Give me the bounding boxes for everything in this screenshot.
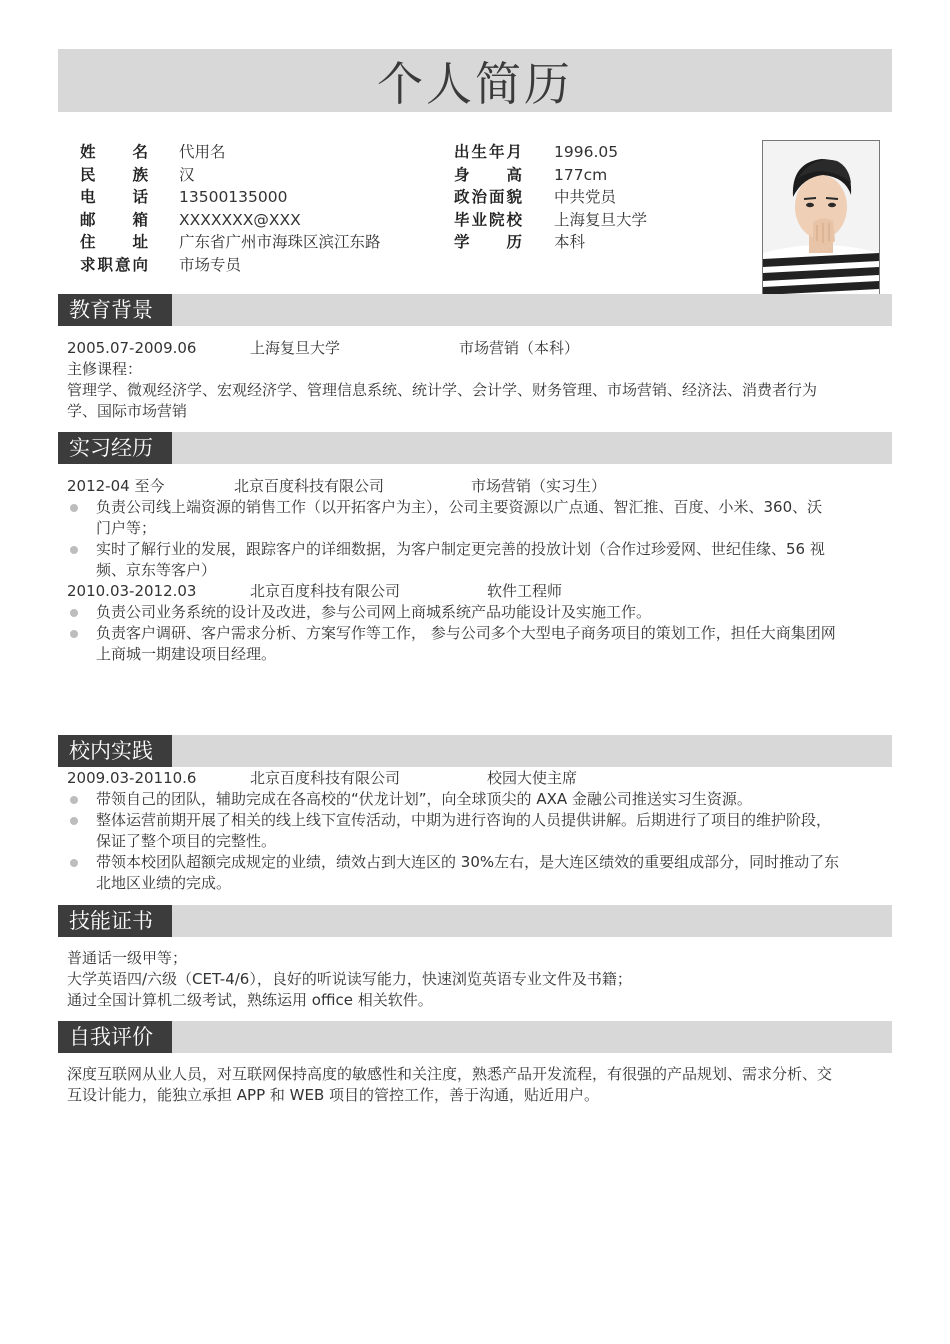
portrait-image <box>763 141 879 301</box>
campus-row <box>67 768 885 789</box>
info-value: 中共党员 <box>554 188 617 206</box>
info-label: 毕业院校 <box>454 210 522 229</box>
info-label: 姓名 <box>80 143 148 161</box>
bullet-item <box>67 810 885 852</box>
info-row-height <box>454 164 647 187</box>
courses-label: 主修课程： <box>67 360 143 378</box>
bullet-text: 上商城一期建设项目经理。 <box>96 645 277 663</box>
info-row-address <box>80 231 381 254</box>
education-major: 市场营销（本科） <box>459 339 580 357</box>
job-row <box>67 581 885 602</box>
skill-item: 通过全国计算机二级考试，熟练运用 office 相关软件。 <box>67 991 433 1009</box>
skill-item: 大学英语四/六级（CET-4/6），良好的听说读写能力，快速浏览英语专业文件及书籍； <box>67 970 632 988</box>
info-value: 13500135000 <box>179 188 288 206</box>
info-row-degree <box>454 231 647 254</box>
campus-block <box>67 768 885 894</box>
bullet-item <box>67 539 885 581</box>
internship-block <box>67 476 885 665</box>
skill-item: 普通话一级甲等； <box>67 949 188 967</box>
job-role: 软件工程师 <box>487 582 563 600</box>
basic-info-right <box>454 141 647 254</box>
bullet-text: 实时了解行业的发展，跟踪客户的详细数据，为客户制定更完善的投放计划（合作过珍爱网、世纪佳缘、56 视 <box>96 540 825 558</box>
section-title: 教育背景 <box>58 294 172 326</box>
info-value: 市场专员 <box>179 255 242 274</box>
bullet-item <box>67 497 885 539</box>
info-row-name <box>80 141 381 164</box>
info-value: 广东省广州市海珠区滨江东路 <box>179 233 381 251</box>
bullet-text: 门户等； <box>96 519 157 537</box>
bullet-text: 带领本校团队超额完成规定的业绩，绩效占到大连区的 30%左右，是大连区绩效的重要组成部分，同时推动了东 <box>96 853 840 871</box>
bullet-text: 整体运营前期开展了相关的线上线下宣传活动，中期为进行咨询的人员提供讲解。后期进行了项目的维护阶段， <box>96 811 832 829</box>
section-title: 校内实践 <box>58 735 172 767</box>
page-title: 个人简历 <box>377 56 573 111</box>
bullet-text: 保证了整个项目的完整性。 <box>96 832 277 850</box>
education-block <box>67 338 885 422</box>
section-title: 自我评价 <box>58 1021 172 1053</box>
info-label: 求职意向 <box>80 255 148 274</box>
bullet-item <box>67 602 885 623</box>
self-eval-line: 深度互联网从业人员，对互联网保持高度的敏感性和关注度，熟悉产品开发流程，有很强的产品规划、需求分析、交 <box>67 1065 833 1083</box>
job-period: 2010.03-2012.03 <box>67 582 197 600</box>
info-label: 出生年月 <box>454 143 522 161</box>
basic-info-left <box>80 141 381 276</box>
skills-block <box>67 948 885 1011</box>
bullet-item <box>67 852 885 894</box>
self-eval-line: 互设计能力，能独立承担 APP 和 WEB 项目的管控工作，善于沟通，贴近用户。 <box>67 1086 600 1104</box>
campus-company: 北京百度科技有限公司 <box>250 769 401 787</box>
section-header-internship <box>58 432 892 464</box>
courses-line: 管理学、微观经济学、宏观经济学、管理信息系统、统计学、会计学、财务管理、市场营销、经济法、消费者行为 <box>67 381 818 399</box>
info-row-objective <box>80 254 381 277</box>
info-label: 身高 <box>454 165 522 184</box>
info-row-school <box>454 209 647 232</box>
bullet-text: 负责客户调研、客户需求分析、方案写作等工作， 参与公司多个大型电子商务项目的策划工作，担任大商集团网 <box>96 624 836 642</box>
job-company: 北京百度科技有限公司 <box>234 477 385 495</box>
bullet-text: 带领自己的团队，辅助完成在各高校的“伏龙计划”，向全球顶尖的 AXA 金融公司推送实习生资源。 <box>96 790 752 808</box>
education-period: 2005.07-2009.06 <box>67 339 197 357</box>
info-value: 上海复旦大学 <box>554 210 648 229</box>
info-label: 邮箱 <box>80 210 148 229</box>
section-header-education <box>58 294 892 326</box>
job-role: 市场营销（实习生） <box>471 477 607 495</box>
info-row-ethnicity <box>80 164 381 187</box>
job-row <box>67 476 885 497</box>
section-header-self-eval <box>58 1021 892 1053</box>
bullet-text: 负责公司线上端资源的销售工作（以开拓客户为主），公司主要资源以广点通、智汇推、百度、小米、360、沃 <box>96 498 823 516</box>
section-title: 实习经历 <box>58 432 172 464</box>
info-label: 民族 <box>80 165 148 184</box>
bullet-text: 负责公司业务系统的设计及改进，参与公司网上商城系统产品功能设计及实施工作。 <box>96 603 652 621</box>
section-header-campus <box>58 735 892 767</box>
info-value: 本科 <box>554 233 586 251</box>
campus-period: 2009.03-20110.6 <box>67 769 197 787</box>
title-bar <box>58 49 892 112</box>
self-eval-block <box>67 1064 885 1106</box>
education-row <box>67 338 885 359</box>
job-company: 北京百度科技有限公司 <box>250 582 401 600</box>
info-value: XXXXXXX@XXX <box>179 210 301 229</box>
campus-role: 校园大使主席 <box>487 769 578 787</box>
info-label: 电话 <box>80 188 148 206</box>
section-title: 技能证书 <box>58 905 172 937</box>
info-value: 177cm <box>554 165 608 184</box>
info-row-politics <box>454 186 647 209</box>
bullet-item <box>67 789 885 810</box>
info-label: 住址 <box>80 233 148 251</box>
bullet-text: 北地区业绩的完成。 <box>96 874 232 892</box>
section-header-skills <box>58 905 892 937</box>
education-school: 上海复旦大学 <box>250 339 341 357</box>
bullet-text: 频、京东等客户） <box>96 561 217 579</box>
courses-line: 学、国际市场营销 <box>67 402 188 420</box>
info-row-birth <box>454 141 647 164</box>
info-label: 政治面貌 <box>454 188 522 206</box>
info-row-email <box>80 209 381 232</box>
bullet-item <box>67 623 885 665</box>
info-value: 代用名 <box>179 143 226 161</box>
info-value: 汉 <box>179 165 195 184</box>
info-row-phone <box>80 186 381 209</box>
job-period: 2012-04 至今 <box>67 477 165 495</box>
info-label: 学历 <box>454 233 522 251</box>
profile-photo <box>762 140 880 302</box>
info-value: 1996.05 <box>554 143 619 161</box>
